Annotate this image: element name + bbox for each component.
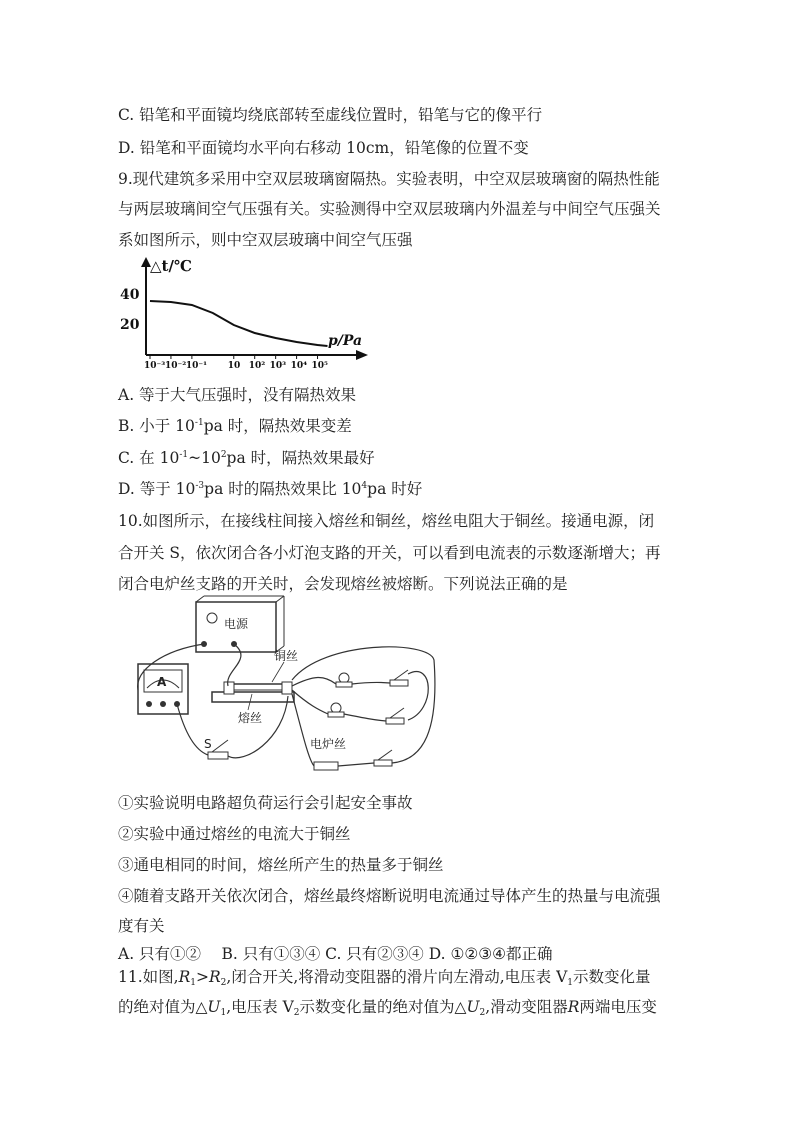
q10-statement-4-cont: 度有关 — [118, 917, 165, 935]
q11-r1-sub: 1 — [190, 978, 196, 988]
data-series-line — [150, 301, 328, 346]
q11-u1-sub: 1 — [220, 1008, 227, 1018]
q11-u1: U — [207, 998, 221, 1016]
fuse-label: 熔丝 — [238, 711, 263, 725]
q9-option-c — [118, 446, 375, 468]
y-tick-40: 40 — [120, 287, 140, 303]
q11-v2-sub: 2 — [293, 1008, 300, 1018]
q11-u2: U — [466, 998, 480, 1016]
q9-option-b-pre: B. 小于 10 — [118, 417, 195, 435]
ammeter-label: A — [157, 675, 167, 689]
terminal-board — [212, 648, 298, 725]
q11-stem-line-2 — [118, 995, 657, 1018]
q11-r1: R — [178, 968, 191, 986]
q10-options: A. 只有①② B. 只有①③④ C. 只有②③④ D. ①②③④都正确 — [118, 945, 553, 963]
x-tick-label: 10⁵ — [311, 361, 328, 371]
q9-stem-line-3: 系如图所示，则中空双层玻璃中间空气压强 — [118, 231, 413, 249]
q9-option-d-pre: D. 等于 10 — [118, 480, 196, 498]
bulb-branch-1 — [336, 670, 408, 687]
q11-r2-sub: 2 — [220, 978, 227, 988]
q9-option-d-post: pa 时好 — [367, 480, 423, 498]
y-axis-label: △t/℃ — [150, 257, 192, 275]
x-tick-label: 10³ — [269, 361, 287, 371]
pressure-temperature-chart — [120, 255, 378, 371]
q9-option-d-exp2: 4 — [361, 481, 368, 491]
y-tick-20: 20 — [120, 317, 140, 333]
q9-option-d-exp1: -3 — [195, 481, 205, 491]
x-tick-label: 10² — [248, 361, 266, 371]
q9-option-c-mid: ~10 — [188, 449, 221, 467]
main-switch — [204, 737, 228, 759]
q9-option-a: A. 等于大气压强时，没有隔热效果 — [118, 386, 357, 404]
q11-r: R — [567, 998, 580, 1016]
q11-u2-sub: 2 — [479, 1008, 486, 1018]
q9-option-c-exp2: 2 — [220, 450, 227, 460]
switch-label: S — [204, 737, 212, 751]
q9-option-d-mid: pa 时的隔热效果比 10 — [204, 480, 362, 498]
q11-stem-line-1 — [118, 965, 651, 988]
q11-l2-text-4: ,滑动变阻器 — [485, 998, 568, 1016]
q11-text: 11.如图, — [118, 968, 179, 986]
q10-stem-line-2: 合开关 S，依次闭合各小灯泡支路的开关，可以看到电流表的示数逐渐增大；再 — [118, 544, 661, 562]
q10-statement-1: ①实验说明电路超负荷运行会引起安全事故 — [118, 794, 413, 812]
q9-option-b — [118, 414, 352, 436]
q11-gt: > — [195, 968, 209, 986]
q11-l2-text-5: 两端电压变 — [579, 998, 657, 1016]
q11-v1-sub: 1 — [567, 978, 574, 988]
q8-option-d: D. 铅笔和平面镜均水平向右移动 10cm，铅笔像的位置不变 — [118, 139, 529, 157]
q8-option-c: C. 铅笔和平面镜均绕底部转至虚线位置时，铅笔与它的像平行 — [118, 106, 543, 124]
x-tick-label: 10⁴ — [290, 361, 308, 371]
bulb-branch-2 — [328, 703, 404, 724]
q10-statement-4: ④随着支路开关依次闭合，熔丝最终熔断说明电流通过导体产生的热量与电流强 — [118, 887, 661, 905]
power-supply — [196, 596, 284, 652]
q10-stem-line-1: 10.如图所示，在接线柱间接入熔丝和铜丝，熔丝电阻大于铜丝。接通电源，闭 — [118, 512, 655, 530]
power-supply-label: 电源 — [224, 617, 249, 631]
q9-option-b-post: pa 时，隔热效果变差 — [203, 417, 352, 435]
q10-statement-3: ③通电相同的时间，熔丝所产生的热量多于铜丝 — [118, 856, 444, 874]
q10-stem-line-3: 闭合电炉丝支路的开关时，会发现熔丝被熔断。下列说法正确的是 — [118, 575, 568, 593]
ammeter — [138, 664, 188, 714]
q9-option-c-exp1: -1 — [179, 450, 189, 460]
q11-l2-text: 的绝对值为△ — [118, 998, 208, 1016]
q9-option-d — [118, 477, 422, 499]
x-axis-arrow — [356, 350, 368, 360]
q11-r2: R — [208, 968, 221, 986]
heater-label: 电炉丝 — [310, 737, 347, 751]
x-tick-label: 10⁻² — [164, 361, 187, 371]
q11-l2-text-2: ,电压表 V — [226, 998, 294, 1016]
q11-l2-text-3: 示数变化量的绝对值为△ — [299, 998, 467, 1016]
x-tick-label: 10⁻³ — [144, 361, 166, 371]
q11-text-2: ,闭合开关,将滑动变阻器的滑片向左滑动,电压表 V — [226, 968, 568, 986]
q10-statement-2: ②实验中通过熔丝的电流大于铜丝 — [118, 825, 351, 843]
circuit-diagram — [124, 600, 444, 780]
x-axis-label: p/Pa — [328, 333, 363, 349]
x-tick-label: 10⁻¹ — [185, 361, 208, 371]
q9-stem-line-2: 与两层玻璃间空气压强有关。实验测得中空双层玻璃内外温差与中间空气压强关 — [118, 200, 661, 218]
q9-option-b-exp: -1 — [194, 418, 204, 428]
q9-option-c-pre: C. 在 10 — [118, 449, 180, 467]
x-tick-label: 10 — [227, 361, 241, 371]
copper-wire-label: 铜丝 — [274, 649, 299, 663]
x-ticks — [144, 355, 328, 371]
q9-stem-line-1: 9.现代建筑多采用中空双层玻璃窗隔热。实验表明，中空双层玻璃窗的隔热性能 — [118, 170, 660, 188]
q9-option-c-post: pa 时，隔热效果最好 — [226, 449, 375, 467]
q11-text-3: 示数变化量 — [573, 968, 651, 986]
